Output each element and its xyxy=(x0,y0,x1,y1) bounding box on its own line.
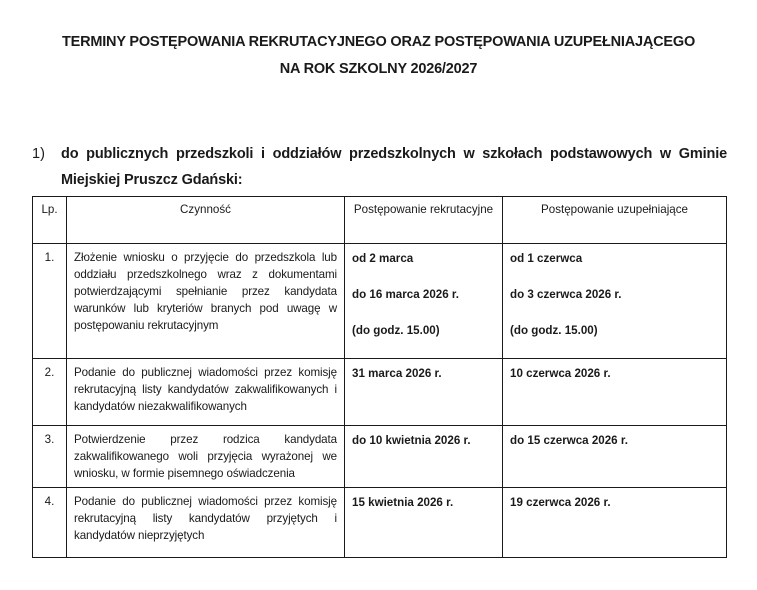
document-title-line-1: TERMINY POSTĘPOWANIA REKRUTACYJNEGO ORAZ POSTĘPOWANIA UZUPEŁNIAJĄCEGO xyxy=(61,34,696,50)
row-supplementary-date xyxy=(503,359,727,426)
date-line: od 1 czerwca xyxy=(510,252,583,265)
table-header-row xyxy=(33,197,727,244)
section-heading xyxy=(32,141,727,193)
row-recruitment-date xyxy=(345,426,503,488)
date-line: od 2 marca xyxy=(352,252,414,265)
date-line: 31 marca 2026 r. xyxy=(352,367,442,380)
row-activity: Potwierdzenie przez rodzica kandydata zakwalifikowanego woli przyjęcia wyrażonej we wniosku, w formie pisemnego oświadczenia xyxy=(67,426,345,488)
date-line: do 3 czerwca 2026 r. xyxy=(510,288,622,301)
date-line: (do godz. 15.00) xyxy=(352,324,440,337)
table-row xyxy=(33,426,727,488)
row-number: 3. xyxy=(33,426,67,488)
section-number: 1) xyxy=(32,146,45,162)
date-line: (do godz. 15.00) xyxy=(510,324,598,337)
header-supplementary: Postępowanie uzupełniające xyxy=(503,197,727,244)
date-line: do 10 kwietnia 2026 r. xyxy=(352,434,471,447)
row-activity: Podanie do publicznej wiadomości przez komisję rekrutacyjną listy kandydatów zakwalifikowanych i kandydatów niezakwalifikowanych xyxy=(67,359,345,426)
row-activity: Podanie do publicznej wiadomości przez komisję rekrutacyjną listy kandydatów przyjętych i kandydatów nieprzyjętych xyxy=(67,488,345,558)
header-lp: Lp. xyxy=(33,197,67,244)
table-row xyxy=(33,359,727,426)
row-supplementary-date xyxy=(503,244,727,359)
date-line: do 15 czerwca 2026 r. xyxy=(510,434,628,447)
section-text: do publicznych przedszkoli i oddziałów przedszkolnych w szkołach podstawowych w Gminie Miejskiej Pruszcz Gdański: xyxy=(61,146,727,188)
row-supplementary-date xyxy=(503,488,727,558)
table-row xyxy=(33,244,727,359)
row-number: 4. xyxy=(33,488,67,558)
row-number: 1. xyxy=(33,244,67,359)
row-recruitment-date xyxy=(345,359,503,426)
header-recruitment: Postępowanie rekrutacyjne xyxy=(345,197,503,244)
row-number: 2. xyxy=(33,359,67,426)
date-line: 15 kwietnia 2026 r. xyxy=(352,496,454,509)
row-recruitment-date xyxy=(345,244,503,359)
date-line: 10 czerwca 2026 r. xyxy=(510,367,611,380)
table-row xyxy=(33,488,727,558)
date-line: 19 czerwca 2026 r. xyxy=(510,496,611,509)
row-activity: Złożenie wniosku o przyjęcie do przedszkola lub oddziału przedszkolnego wraz z dokumentami potwierdzającymi spełnianie przez kandydata warunków lub kryteriów branych pod uwagę w postępowaniu rekrutacyjnym xyxy=(67,244,345,359)
document-title-line-2: NA ROK SZKOLNY 2026/2027 xyxy=(279,61,478,77)
date-line: do 16 marca 2026 r. xyxy=(352,288,459,301)
row-recruitment-date xyxy=(345,488,503,558)
schedule-table xyxy=(32,196,727,558)
row-supplementary-date xyxy=(503,426,727,488)
header-activity: Czynność xyxy=(67,197,345,244)
